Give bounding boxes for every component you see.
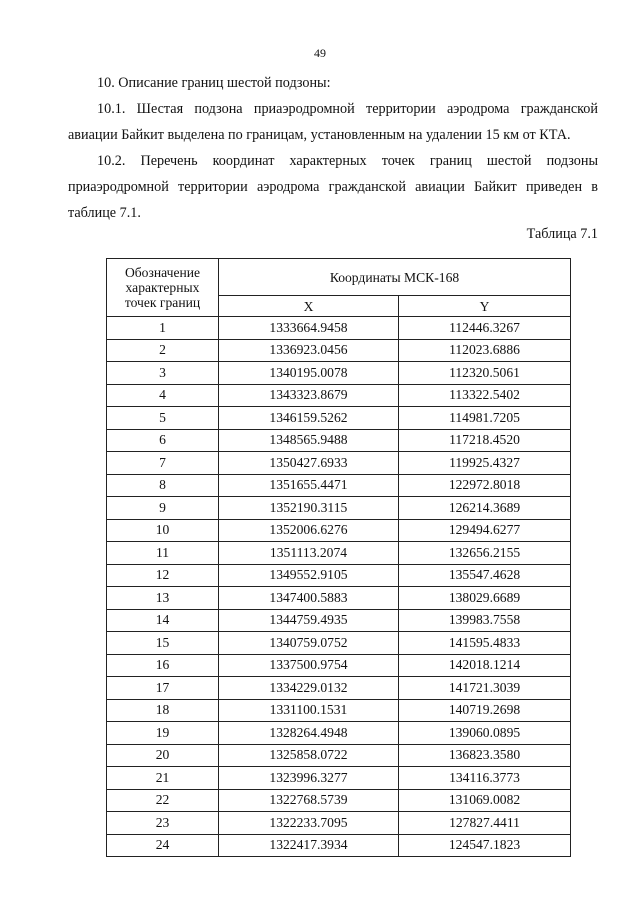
coordinates-table (106, 258, 571, 857)
table-row (107, 632, 571, 655)
table-row (107, 654, 571, 677)
y-coordinate-cell: 124547.1823 (399, 834, 571, 857)
point-number-cell: 23 (107, 812, 219, 835)
x-coordinate-cell: 1333664.9458 (219, 317, 399, 340)
table-row (107, 744, 571, 767)
point-number-cell: 12 (107, 564, 219, 587)
point-number-cell: 24 (107, 834, 219, 857)
table-row (107, 497, 571, 520)
point-number-cell: 17 (107, 677, 219, 700)
x-coordinate-cell: 1325858.0722 (219, 744, 399, 767)
table-row (107, 519, 571, 542)
y-coordinate-cell: 134116.3773 (399, 767, 571, 790)
header-points: Обозначение характерных точек границ (107, 259, 219, 317)
point-number-cell: 6 (107, 429, 219, 452)
x-coordinate-cell: 1323996.3277 (219, 767, 399, 790)
y-coordinate-cell: 132656.2155 (399, 542, 571, 565)
x-coordinate-cell: 1346159.5262 (219, 407, 399, 430)
point-number-cell: 8 (107, 474, 219, 497)
y-coordinate-cell: 136823.3580 (399, 744, 571, 767)
x-coordinate-cell: 1347400.5883 (219, 587, 399, 610)
table-row (107, 384, 571, 407)
y-coordinate-cell: 113322.5402 (399, 384, 571, 407)
point-number-cell: 3 (107, 362, 219, 385)
header-x: X (219, 296, 399, 317)
point-number-cell: 4 (107, 384, 219, 407)
y-coordinate-cell: 135547.4628 (399, 564, 571, 587)
table-row (107, 812, 571, 835)
y-coordinate-cell: 117218.4520 (399, 429, 571, 452)
y-coordinate-cell: 126214.3689 (399, 497, 571, 520)
table-row (107, 767, 571, 790)
y-coordinate-cell: 127827.4411 (399, 812, 571, 835)
table-row (107, 609, 571, 632)
x-coordinate-cell: 1352190.3115 (219, 497, 399, 520)
x-coordinate-cell: 1340759.0752 (219, 632, 399, 655)
table-row (107, 789, 571, 812)
header-coordinates: Координаты МСК-168 (219, 259, 571, 296)
y-coordinate-cell: 142018.1214 (399, 654, 571, 677)
x-coordinate-cell: 1344759.4935 (219, 609, 399, 632)
point-number-cell: 18 (107, 699, 219, 722)
y-coordinate-cell: 129494.6277 (399, 519, 571, 542)
header-y: Y (399, 296, 571, 317)
y-coordinate-cell: 141595.4833 (399, 632, 571, 655)
x-coordinate-cell: 1349552.9105 (219, 564, 399, 587)
point-number-cell: 1 (107, 317, 219, 340)
x-coordinate-cell: 1337500.9754 (219, 654, 399, 677)
table-row (107, 564, 571, 587)
y-coordinate-cell: 131069.0082 (399, 789, 571, 812)
point-number-cell: 22 (107, 789, 219, 812)
x-coordinate-cell: 1322768.5739 (219, 789, 399, 812)
y-coordinate-cell: 112446.3267 (399, 317, 571, 340)
paragraph-1: 10.1. Шестая подзона приаэродромной территории аэродрома гражданской авиации Байкит выделена по границам, установленным на удалении 15 км от КТА. (68, 101, 598, 143)
table-row (107, 677, 571, 700)
y-coordinate-cell: 114981.7205 (399, 407, 571, 430)
table-caption: Таблица 7.1 (526, 226, 598, 242)
y-coordinate-cell: 140719.2698 (399, 699, 571, 722)
point-number-cell: 20 (107, 744, 219, 767)
point-number-cell: 14 (107, 609, 219, 632)
y-coordinate-cell: 112023.6886 (399, 339, 571, 362)
y-coordinate-cell: 119925.4327 (399, 452, 571, 475)
point-number-cell: 5 (107, 407, 219, 430)
x-coordinate-cell: 1331100.1531 (219, 699, 399, 722)
x-coordinate-cell: 1340195.0078 (219, 362, 399, 385)
point-number-cell: 11 (107, 542, 219, 565)
point-number-cell: 21 (107, 767, 219, 790)
table-body (107, 317, 571, 857)
table-row (107, 339, 571, 362)
point-number-cell: 10 (107, 519, 219, 542)
x-coordinate-cell: 1351113.2074 (219, 542, 399, 565)
x-coordinate-cell: 1351655.4471 (219, 474, 399, 497)
table-row (107, 474, 571, 497)
table-row (107, 722, 571, 745)
table-row (107, 587, 571, 610)
point-number-cell: 7 (107, 452, 219, 475)
x-coordinate-cell: 1328264.4948 (219, 722, 399, 745)
point-number-cell: 9 (107, 497, 219, 520)
y-coordinate-cell: 139983.7558 (399, 609, 571, 632)
table-row (107, 699, 571, 722)
y-coordinate-cell: 139060.0895 (399, 722, 571, 745)
table-row (107, 407, 571, 430)
table-row (107, 834, 571, 857)
table-row (107, 452, 571, 475)
paragraph-2: 10.2. Перечень координат характерных точек границ шестой подзоны приаэродромной территории аэродрома гражданской авиации Байкит приведен в таблице 7.1. (68, 153, 598, 221)
x-coordinate-cell: 1334229.0132 (219, 677, 399, 700)
page-number: 49 (314, 46, 326, 60)
y-coordinate-cell: 122972.8018 (399, 474, 571, 497)
y-coordinate-cell: 112320.5061 (399, 362, 571, 385)
x-coordinate-cell: 1322233.7095 (219, 812, 399, 835)
table-row (107, 317, 571, 340)
y-coordinate-cell: 141721.3039 (399, 677, 571, 700)
table-row (107, 429, 571, 452)
section-title: 10. Описание границ шестой подзоны: (97, 75, 331, 91)
table-row (107, 542, 571, 565)
x-coordinate-cell: 1352006.6276 (219, 519, 399, 542)
x-coordinate-cell: 1336923.0456 (219, 339, 399, 362)
x-coordinate-cell: 1322417.3934 (219, 834, 399, 857)
point-number-cell: 13 (107, 587, 219, 610)
point-number-cell: 2 (107, 339, 219, 362)
x-coordinate-cell: 1343323.8679 (219, 384, 399, 407)
table-row (107, 362, 571, 385)
x-coordinate-cell: 1348565.9488 (219, 429, 399, 452)
point-number-cell: 19 (107, 722, 219, 745)
point-number-cell: 15 (107, 632, 219, 655)
y-coordinate-cell: 138029.6689 (399, 587, 571, 610)
x-coordinate-cell: 1350427.6933 (219, 452, 399, 475)
point-number-cell: 16 (107, 654, 219, 677)
